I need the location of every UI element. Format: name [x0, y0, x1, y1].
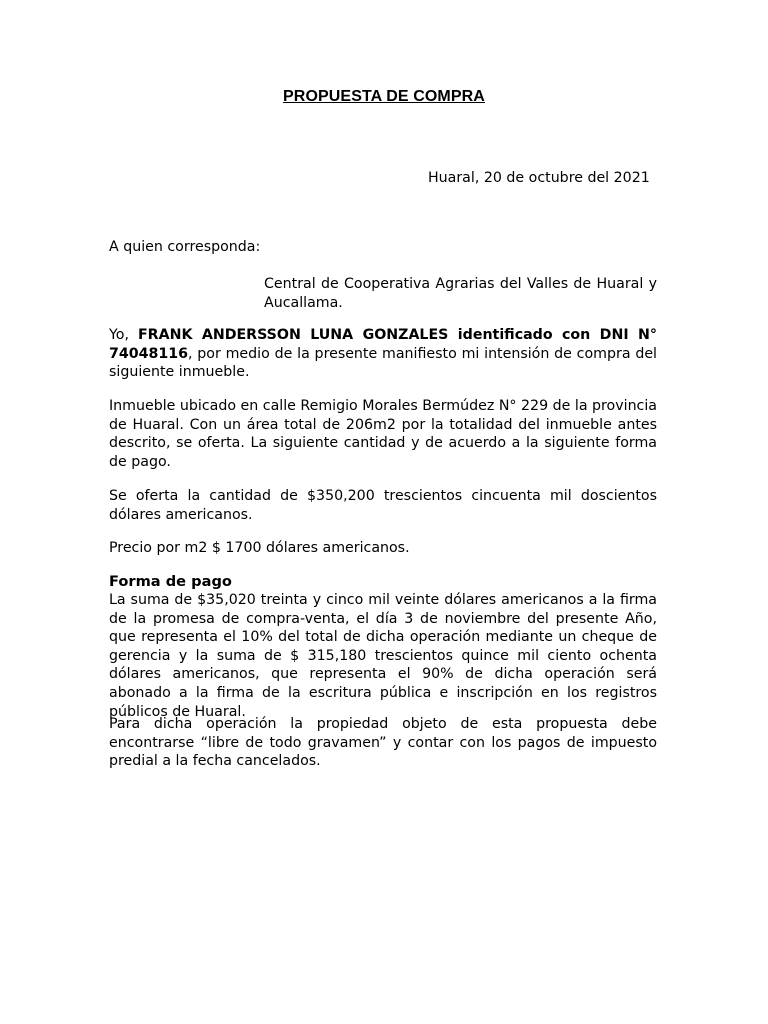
- recipient: Central de Cooperativa Agrarias del Valles de Huaral y Aucallama.: [264, 276, 657, 311]
- paragraph-property: Inmueble ubicado en calle Remigio Morales Bermúdez N° 229 de la provincia de Huaral. Con un área total de 206m2 por la totalidad del inmueble antes descrito, se oferta. La siguiente cantidad y de acuerdo a la siguiente forma de pago.: [109, 398, 657, 470]
- payment-heading: Forma de pago: [109, 573, 232, 590]
- place-date: Huaral, 20 de octubre del 2021: [428, 170, 650, 186]
- paragraph-offer: Se oferta la cantidad de $350,200 trescientos cincuenta mil doscientos dólares americanos.: [109, 488, 657, 523]
- declaration-lead: Yo,: [109, 327, 138, 343]
- paragraph-conditions: Para dicha operación la propiedad objeto de esta propuesta debe encontrarse “libre de todo gravamen” y contar con los pagos de impuesto predial a la fecha cancelados.: [109, 716, 657, 770]
- declaration-rest: , por medio de la presente manifiesto mi intensión de compra del siguiente inmueble.: [109, 345, 657, 381]
- paragraph-payment: La suma de $35,020 treinta y cinco mil veinte dólares americanos a la firma de la promesa de compra-venta, el día 3 de noviembre del presente Año, que representa el 10% del total de dicha operación mediante un cheque de gerencia y la suma de $ 315,180 trescientos quince mil ciento ochenta dólares americanos, que representa el 90% de dicha operación será abonado a la firma de la escritura pública e inscripción en los registros públicos de Huaral.: [109, 592, 657, 720]
- paragraph-declaration: [109, 326, 657, 382]
- paragraph-price: Precio por m2 $ 1700 dólares americanos.: [109, 540, 410, 556]
- salutation: A quien corresponda:: [109, 239, 261, 255]
- declarant-name-dni: FRANK ANDERSSON LUNA GONZALES identificado con DNI N° 74048116: [109, 327, 657, 362]
- document-title: PROPUESTA DE COMPRA: [283, 88, 485, 105]
